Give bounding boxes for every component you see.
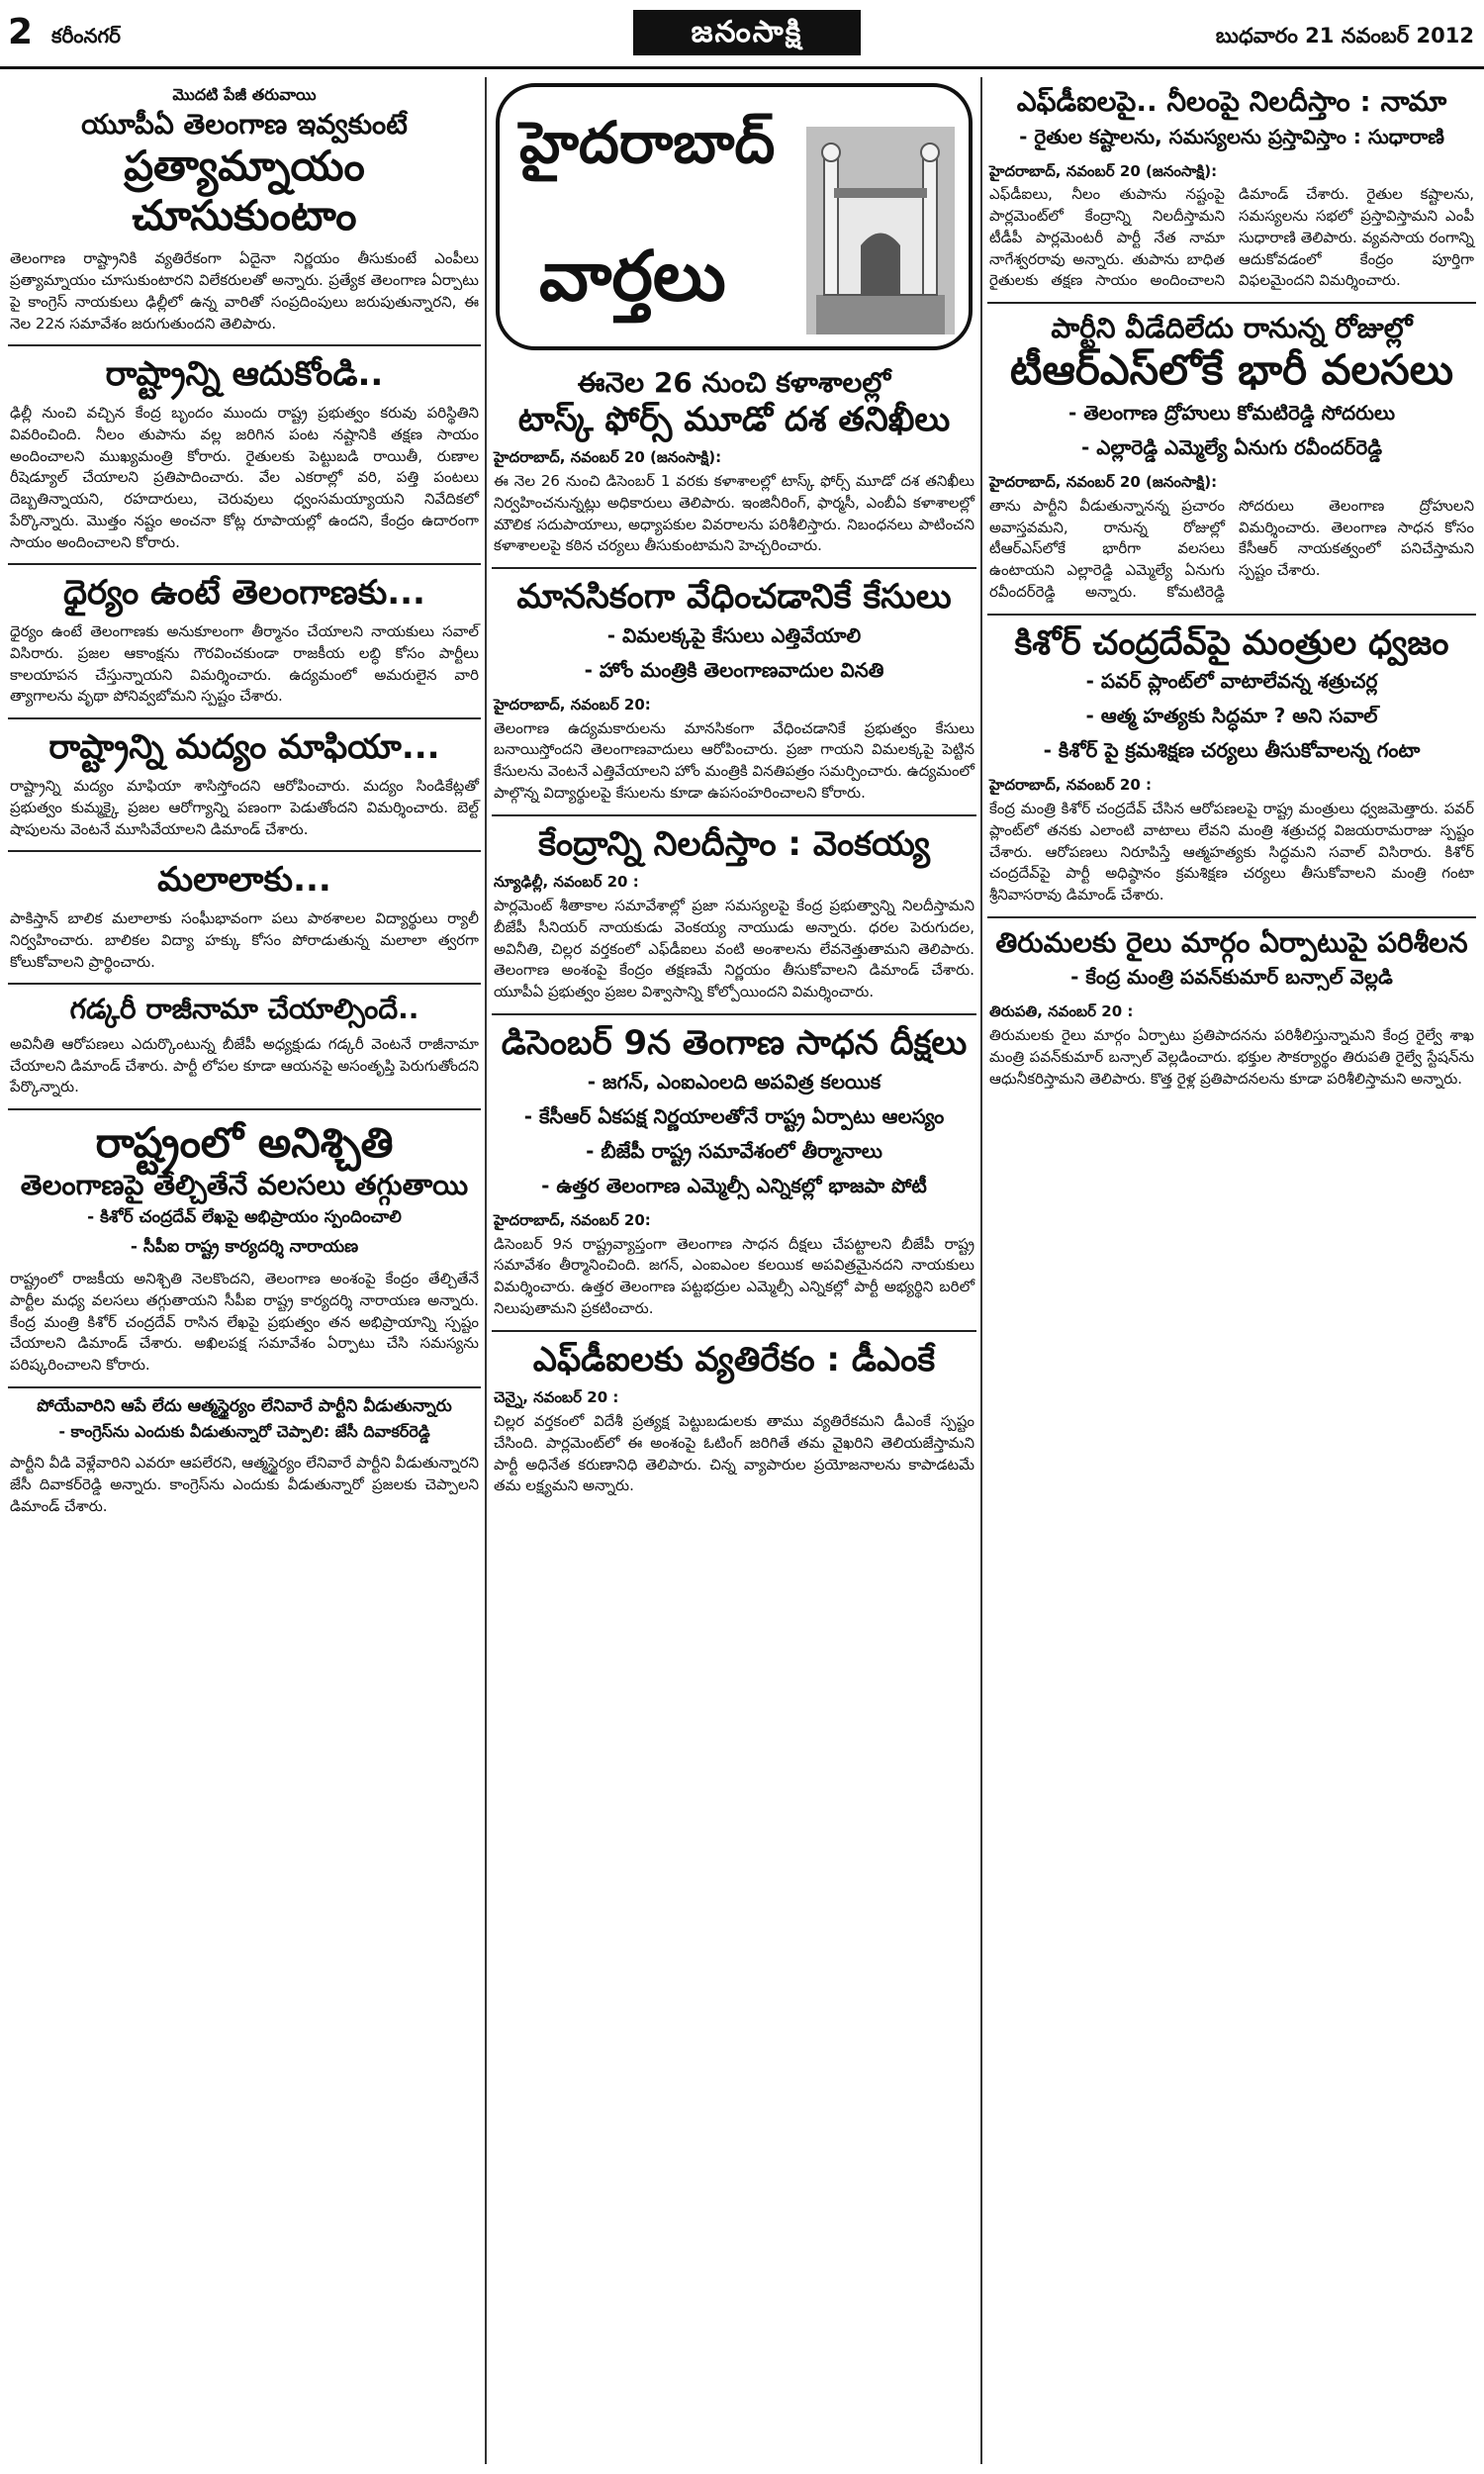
column-middle — [492, 77, 976, 2464]
story-malala — [8, 852, 481, 985]
masthead — [0, 0, 1484, 69]
story-kishore-chandradev — [987, 616, 1476, 918]
headline: టాస్క్ ఫోర్స్ మూడో దశ తనిఖీలు — [517, 399, 951, 439]
story-nama — [987, 77, 1476, 304]
dateline: హైదరాబాద్, నవంబర్ 20: — [494, 1210, 651, 1229]
subheadline: - రైతుల కష్టాలను, సమస్యలను ప్రస్తావిస్తాం : సుధారాణి — [1019, 124, 1444, 148]
headline: రాష్ట్రంలో అనిశ్చితి — [95, 1118, 394, 1168]
story-gadkari — [8, 985, 481, 1110]
story-body: అవినీతి ఆరోపణలు ఎదుర్కొంటున్న బీజేపీ అధ్యక్షుడు గడ్కరీ వెంటనే రాజీనామా చేయాలని డిమాండ్ చేశారు. పార్టీ లోపల కూడా ఆయనపై అసంతృప్తి పెరుగుతోందని పేర్కొన్నారు. — [10, 1034, 479, 1096]
story-body: ధైర్యం ఉంటే తెలంగాణకు అనుకూలంగా తీర్మానం చేయాలని నాయకులు సవాల్ విసిరారు. ప్రజల ఆకాంక్షను గౌరవించకుండా రాజకీయ లబ్ధి కోసం పార్టీలు కాలయాపన చేస్తున్నాయని విమర్శించారు. ఉద్యమంలో అమరులైన వారి త్యాగాలను వృథా పోనివ్వబోమని స్పష్టం చేశారు. — [10, 622, 479, 706]
subheadline: - కాంగ్రెస్‌ను ఎందుకు వీడుతున్నారో చెప్పాలి: జేసీ దివాకర్‌రెడ్డి — [58, 1422, 430, 1442]
dateline: హైదరాబాద్, నవంబర్ 20 (జనంసాక్షి): — [494, 448, 722, 467]
dateline: హైదరాబాద్, నవంబర్ 20 : — [989, 776, 1152, 795]
headline: డిసెంబర్ 9న తెంగాణ సాధన దీక్షలు — [501, 1022, 968, 1063]
headline: గడ్కరీ రాజీనామా చేయాల్సిందే.. — [69, 993, 419, 1026]
story-body: రాష్ట్రాన్ని మద్యం మాఫియా శాసిస్తోందని ఆరోపించారు. మద్యం సిండికేట్లతో ప్రభుత్వం కుమ్మక్కై ప్రజల ఆరోగ్యాన్ని పణంగా పెడుతోందని విమర్శించారు. బెల్ట్ షాపులను వెంటనే మూసివేయాలని డిమాండ్ చేశారు. — [10, 777, 479, 838]
story-liquor-mafia — [8, 719, 481, 852]
headline: మలాలాకు... — [157, 860, 331, 901]
story-body: తాను పార్టీని వీడుతున్నానన్న ప్రచారం అవాస్తవమని, రానున్న రోజుల్లో టీఆర్ఎస్‌లోకే భారీగా వలసలు ఉంటాయని ఎల్లారెడ్డి ఎమ్మెల్యే ఏనుగు రవీందర్‌రెడ్డి అన్నారు. కోమటిరెడ్డి సోదరులు తెలంగాణ ద్రోహులని విమర్శించారు. తెలంగాణ సాధన కోసం కేసీఆర్ నాయకత్వంలో పనిచేస్తామని స్పష్టం చేశారు. — [989, 496, 1474, 601]
story-body: తిరుమలకు రైలు మార్గం ఏర్పాటు ప్రతిపాదనను పరిశీలిస్తున్నామని కేంద్ర రైల్వే శాఖ మంత్రి పవన్‌కుమార్ బన్సాల్ వెల్లడించారు. భక్తుల సౌకర్యార్థం తిరుపతి రైల్వే స్టేషన్‌ను ఆధునీకరిస్తామని తెలిపారు. కొత్త రైళ్ల ప్రతిపాదనలను కూడా పరిశీలిస్తామని అన్నారు. — [989, 1026, 1474, 1088]
subheadline: - కేంద్ర మంత్రి పవన్‌కుమార్ బన్సాల్ వెల్లడి — [1070, 965, 1393, 990]
subheadline: - జగన్, ఎంఐఎంలది అపవిత్ర కలయిక — [587, 1069, 881, 1094]
story-task-force — [492, 358, 976, 569]
story-drought-aid — [8, 346, 481, 565]
dateline: తిరుపతి, నవంబర్ 20 : — [989, 1002, 1134, 1021]
story-body: కేంద్ర మంత్రి కిశోర్ చంద్రదేవ్ చేసిన ఆరోపణలపై రాష్ట్ర మంత్రులు ధ్వజమెత్తారు. పవర్ ప్లాంట్‌లో తనకు ఎలాంటి వాటాలు లేవని మంత్రి శత్రుచర్ల విజయరామరాజు స్పష్టం చేశారు. ఆరోపణలు నిరూపిస్తే ఆత్మహత్యకు సిద్ధమని సవాల్ విసిరారు. కిశోర్ చంద్రదేవ్‌పై పార్టీ అధిష్ఠానం క్రమశిక్షణ చర్యలు తీసుకోవాలని మంత్రి గంటా శ్రీనివాసరావు డిమాండ్ చేశారు. — [989, 800, 1474, 904]
column-right — [987, 77, 1476, 2464]
subheadline: - బీజేపీ రాష్ట్ర సమావేశంలో తీర్మానాలు — [586, 1138, 882, 1163]
headline: యూపీఏ తెలంగాణ ఇవ్వకుంటే — [81, 108, 408, 141]
story-body: చిల్లర వర్తకంలో విదేశీ ప్రత్యక్ష పెట్టుబడులకు తాము వ్యతిరేకమని డీఎంకే స్పష్టం చేసింది. పార్లమెంట్‌లో ఈ అంశంపై ఓటింగ్ జరిగితే తమ వైఖరిని తెలియజేస్తామని పార్టీ అధినేత కరుణానిధి తెలిపారు. చిన్న వ్యాపారుల ప్రయోజనాలను కాపాడటమే తమ లక్ష్యమని అన్నారు. — [494, 1412, 974, 1495]
subheadline: - విమలక్కపై కేసులు ఎత్తివేయాలి — [606, 622, 862, 647]
headline: ఎఫ్‌డీఐలకు వ్యతిరేకం : డీఎంకే — [532, 1339, 936, 1380]
headline: తెలంగాణపై తేల్చితేనే వలసలు తగ్గుతాయి — [20, 1168, 469, 1201]
column-divider — [980, 77, 982, 2464]
headline: మానసికంగా వేధించడానికే కేసులు — [516, 577, 952, 618]
story-trs-migration — [987, 304, 1476, 615]
subheadline: - ఎల్లారెడ్డి ఎమ్మెల్యే ఏనుగు రవీందర్‌రెడ్డి — [1080, 435, 1382, 460]
story-body: తెలంగాణ ఉద్యమకారులను మానసికంగా వేధించడానికే ప్రభుత్వం కేసులు బనాయిస్తోందని తెలంగాణవాదులు ఆరోపించారు. ప్రజా గాయని విమలక్కపై పెట్టిన కేసులను వెంటనే ఎత్తివేయాలని హోం మంత్రికి వినతిపత్రం సమర్పించారు. ఉద్యమంలో పాల్గొన్న విద్యార్థులపై కేసులను కూడా ఉపసంహరించాలని కోరారు. — [494, 718, 974, 802]
story-body: రాష్ట్రంలో రాజకీయ అనిశ్చితి నెలకొందని, తెలంగాణ అంశంపై కేంద్రం తేల్చితేనే పార్టీల మధ్య వలసలు తగ్గుతాయని సీపీఐ రాష్ట్ర కార్యదర్శి నారాయణ అన్నారు. కేంద్ర మంత్రి కిశోర్ చంద్రదేవ్ రాసిన లేఖపై ప్రభుత్వం తన అభిప్రాయాన్ని స్పష్టం చేయాలని డిమాండ్ చేశారు. అఖిలపక్ష సమావేశం ఏర్పాటు చేసి సమస్యను పరిష్కరించాలని కోరారు. — [10, 1270, 479, 1375]
headline: కేంద్రాన్ని నిలదీస్తాం : వెంకయ్య — [538, 823, 930, 864]
story-body: డిసెంబర్ 9న రాష్ట్రవ్యాప్తంగా తెలంగాణ సాధన దీక్షలు చేపట్టాలని బీజేపీ రాష్ట్ర సమావేశం తీర్మానించింది. జగన్, ఎంఐఎంల కలయిక అపవిత్రమైనదని నాయకులు విమర్శించారు. ఉత్తర తెలంగాణ పట్టభద్రుల ఎమ్మెల్సీ ఎన్నికల్లో పార్టీ అభ్యర్థిని బరిలో నిలుపుతామని ప్రకటించారు. — [494, 1234, 974, 1317]
continued-kicker: మొదటి పేజీ తరువాయి — [172, 85, 317, 104]
issue-date: బుధవారం 21 నవంబర్ 2012 — [1215, 24, 1474, 48]
dateline: హైదరాబాద్, నవంబర్ 20 (జనంసాక్షి): — [989, 161, 1218, 180]
story-cases-harassment — [492, 569, 976, 816]
subheadline: - కిశోర్ పై క్రమశిక్షణ చర్యలు తీసుకోవాలన్న గంటా — [1043, 738, 1421, 763]
headline: పోయేవారిని ఆపే లేదు ఆత్మస్థైర్యం లేనివారే పార్టీని వీడుతున్నారు — [37, 1395, 452, 1416]
story-body: పాకిస్తాన్ బాలిక మలాలాకు సంఘీభావంగా పలు పాఠశాలల విద్యార్థులు ర్యాలీ నిర్వహించారు. బాలికల విద్యా హక్కు కోసం పోరాడుతున్న మలాలా త్వరగా కోలుకోవాలని ప్రార్థించారు. — [10, 909, 479, 971]
subheadline: - కిశోర్ చంద్రదేవ్ లేఖపై అభిప్రాయం స్పందించాలి — [87, 1207, 402, 1228]
charminar-icon — [806, 127, 955, 334]
story-jc-diwakar — [8, 1388, 481, 1528]
story-upa-telangana — [8, 77, 481, 346]
story-dmk-fdi — [492, 1332, 976, 1508]
edition-name: కరీంనగర్ — [51, 24, 121, 48]
headline: కిశోర్ చంద్రదేవ్‌పై మంత్రుల ధ్వజం — [1014, 622, 1449, 663]
headline: ఈనెల 26 నుంచి కళాశాలల్లో — [577, 366, 891, 399]
headline: ప్రత్యామ్నాయం చూసుకుంటాం — [124, 141, 365, 239]
page-number: 2 — [8, 12, 34, 52]
story-uncertainty — [8, 1110, 481, 1388]
headline: తిరుమలకు రైలు మార్గం ఏర్పాటుపై పరిశీలన — [995, 925, 1468, 959]
headline: ధైర్యం ఉంటే తెలంగాణకు... — [63, 573, 425, 614]
newspaper-logo: జనంసాక్షి — [633, 10, 861, 55]
story-tirumala-rail — [987, 918, 1476, 1100]
banner-title: వార్తలు — [539, 236, 726, 317]
subheadline: - తెలంగాణ ద్రోహులు కోమటిరెడ్డి సోదరులు — [1067, 401, 1396, 426]
story-body: ఈ నెల 26 నుంచి డిసెంబర్ 1 వరకు కళాశాలల్లో టాస్క్ ఫోర్స్ మూడో దశ తనిఖీలు నిర్వహించనున్నట్లు అధికారులు తెలిపారు. ఇంజినీరింగ్, ఫార్మసీ, ఎంబీఏ కళాశాలల్లో మౌలిక సదుపాయాలు, అధ్యాపకుల వివరాలను పరిశీలిస్తారు. నిబంధనలు పాటించని కళాశాలలపై కఠిన చర్యలు తీసుకుంటామని హెచ్చరించారు. — [494, 472, 974, 555]
dateline: చెన్నై, నవంబర్ 20 : — [494, 1388, 619, 1407]
story-venkaiah — [492, 816, 976, 1015]
story-body: పార్టీని వీడి వెళ్లేవారిని ఎవరూ ఆపలేరని, ఆత్మస్థైర్యం లేనివారే పార్టీని వీడుతున్నారని జేసీ దివాకర్‌రెడ్డి అన్నారు. కాంగ్రెస్‌ను ఎందుకు వీడుతున్నారో ప్రజలకు చెప్పాలని డిమాండ్ చేశారు. — [10, 1454, 479, 1515]
headline: రాష్ట్రాన్ని ఆదుకోండి.. — [105, 354, 384, 395]
headline: రాష్ట్రాన్ని మద్యం మాఫియా... — [48, 727, 440, 768]
headline: టీఆర్ఎస్‌లోకే భారీ వలసలు — [1009, 344, 1454, 394]
story-courage — [8, 565, 481, 719]
subheadline: - పవర్ ప్లాంట్‌లో వాటాలేవన్న శత్రుచర్ల — [1085, 669, 1378, 694]
hyderabad-news-banner — [496, 83, 973, 350]
dateline: హైదరాబాద్, నవంబర్ 20: — [494, 695, 651, 714]
story-body: ఢిల్లీ నుంచి వచ్చిన కేంద్ర బృందం ముందు రాష్ట్ర ప్రభుత్వం కరువు పరిస్థితిని వివరించింది. నీలం తుపాను వల్ల జరిగిన పంట నష్టానికి తక్షణ సాయం అందించాలని ముఖ్యమంత్రి కోరారు. రైతులకు పెట్టుబడి రాయితీ, రుణాల రీషెడ్యూల్ చేయాలని ప్రతిపాదించారు. వేల ఎకరాల్లో వరి, పత్తి పంటలు దెబ్బతిన్నాయని, రహదారులు, చెరువులు ధ్వంసమయ్యాయని నివేదికలో పేర్కొన్నారు. మొత్తం నష్టం అంచనా కోట్ల రూపాయల్లో ఉందని, కేంద్రం ఉదారంగా సాయం అందించాలని కోరారు. — [10, 404, 479, 551]
column-left — [8, 77, 481, 2464]
subheadline: - కేసీఆర్ ఏకపక్ష నిర్ణయాలతోనే రాష్ట్ర ఏర్పాటు ఆలస్యం — [523, 1103, 945, 1128]
headline: ఎఫ్‌డీఐలపై.. నీలంపై నిలదీస్తాం : నామా — [1016, 85, 1447, 118]
story-december-9 — [492, 1015, 976, 1332]
subheadline: - ఉత్తర తెలంగాణ ఎమ్మెల్సీ ఎన్నికల్లో భాజపా పోటీ — [541, 1173, 927, 1197]
banner-title: హైదరాబాద్ — [519, 109, 776, 176]
column-divider — [485, 77, 487, 2464]
story-body: పార్లమెంట్ శీతాకాల సమావేశాల్లో ప్రజా సమస్యలపై కేంద్ర ప్రభుత్వాన్ని నిలదీస్తామని బీజేపీ సీనియర్ నాయకుడు వెంకయ్య నాయుడు అన్నారు. ధరల పెరుగుదల, అవినీతి, చిల్లర వర్తకంలో ఎఫ్‌డీఐలు వంటి అంశాలను లేవనెత్తుతామని తెలిపారు. తెలంగాణ అంశంపై కేంద్రం తక్షణమే నిర్ణయం తీసుకోవాలని డిమాండ్ చేశారు. యూపీఏ ప్రభుత్వం ప్రజల విశ్వాసాన్ని కోల్పోయిందని విమర్శించారు. — [494, 897, 974, 1001]
dateline: హైదరాబాద్, నవంబర్ 20 (జనంసాక్షి): — [989, 473, 1218, 492]
dateline: న్యూఢిల్లీ, నవంబర్ 20 : — [494, 873, 639, 892]
subheadline: - సీపీఐ రాష్ట్ర కార్యదర్శి నారాయణ — [130, 1237, 359, 1258]
subheadline: - హోం మంత్రికి తెలంగాణవాదుల వినతి — [584, 657, 884, 682]
story-body: ఎఫ్‌డీఐలు, నీలం తుపాను నష్టంపై పార్లమెంట్‌లో కేంద్రాన్ని నిలదీస్తామని టీడీపీ పార్లమెంటరీ పార్టీ నేత నామా నాగేశ్వరరావు అన్నారు. తుపాను బాధిత రైతులకు తక్షణ సాయం అందించాలని డిమాండ్ చేశారు. రైతుల కష్టాలను, సమస్యలను సభలో ప్రస్తావిస్తామని ఎంపీ సుధారాణి తెలిపారు. వ్యవసాయ రంగాన్ని ఆదుకోవడంలో కేంద్రం పూర్తిగా విఫలమైందని విమర్శించారు. — [989, 185, 1474, 290]
subheadline: - ఆత్మ హత్యకు సిద్ధమా ? అని సవాల్ — [1085, 704, 1378, 728]
headline: పార్టీని వీడేదిలేదు రానున్న రోజుల్లో — [1051, 312, 1413, 345]
story-body: తెలంగాణ రాష్ట్రానికి వ్యతిరేకంగా ఏదైనా నిర్ణయం తీసుకుంటే ఎంపీలు ప్రత్యామ్నాయం చూసుకుంటారని విలేకరులతో అన్నారు. ప్రత్యేక తెలంగాణ ఏర్పాటు పై కాంగ్రెస్ నాయకులు ఢిల్లీలో ఉన్న వారితో సంప్రదింపులు జరుపుతున్నారని, ఈ నెల 22న సమావేశం జరుగుతుందని తెలిపారు. — [10, 249, 479, 333]
